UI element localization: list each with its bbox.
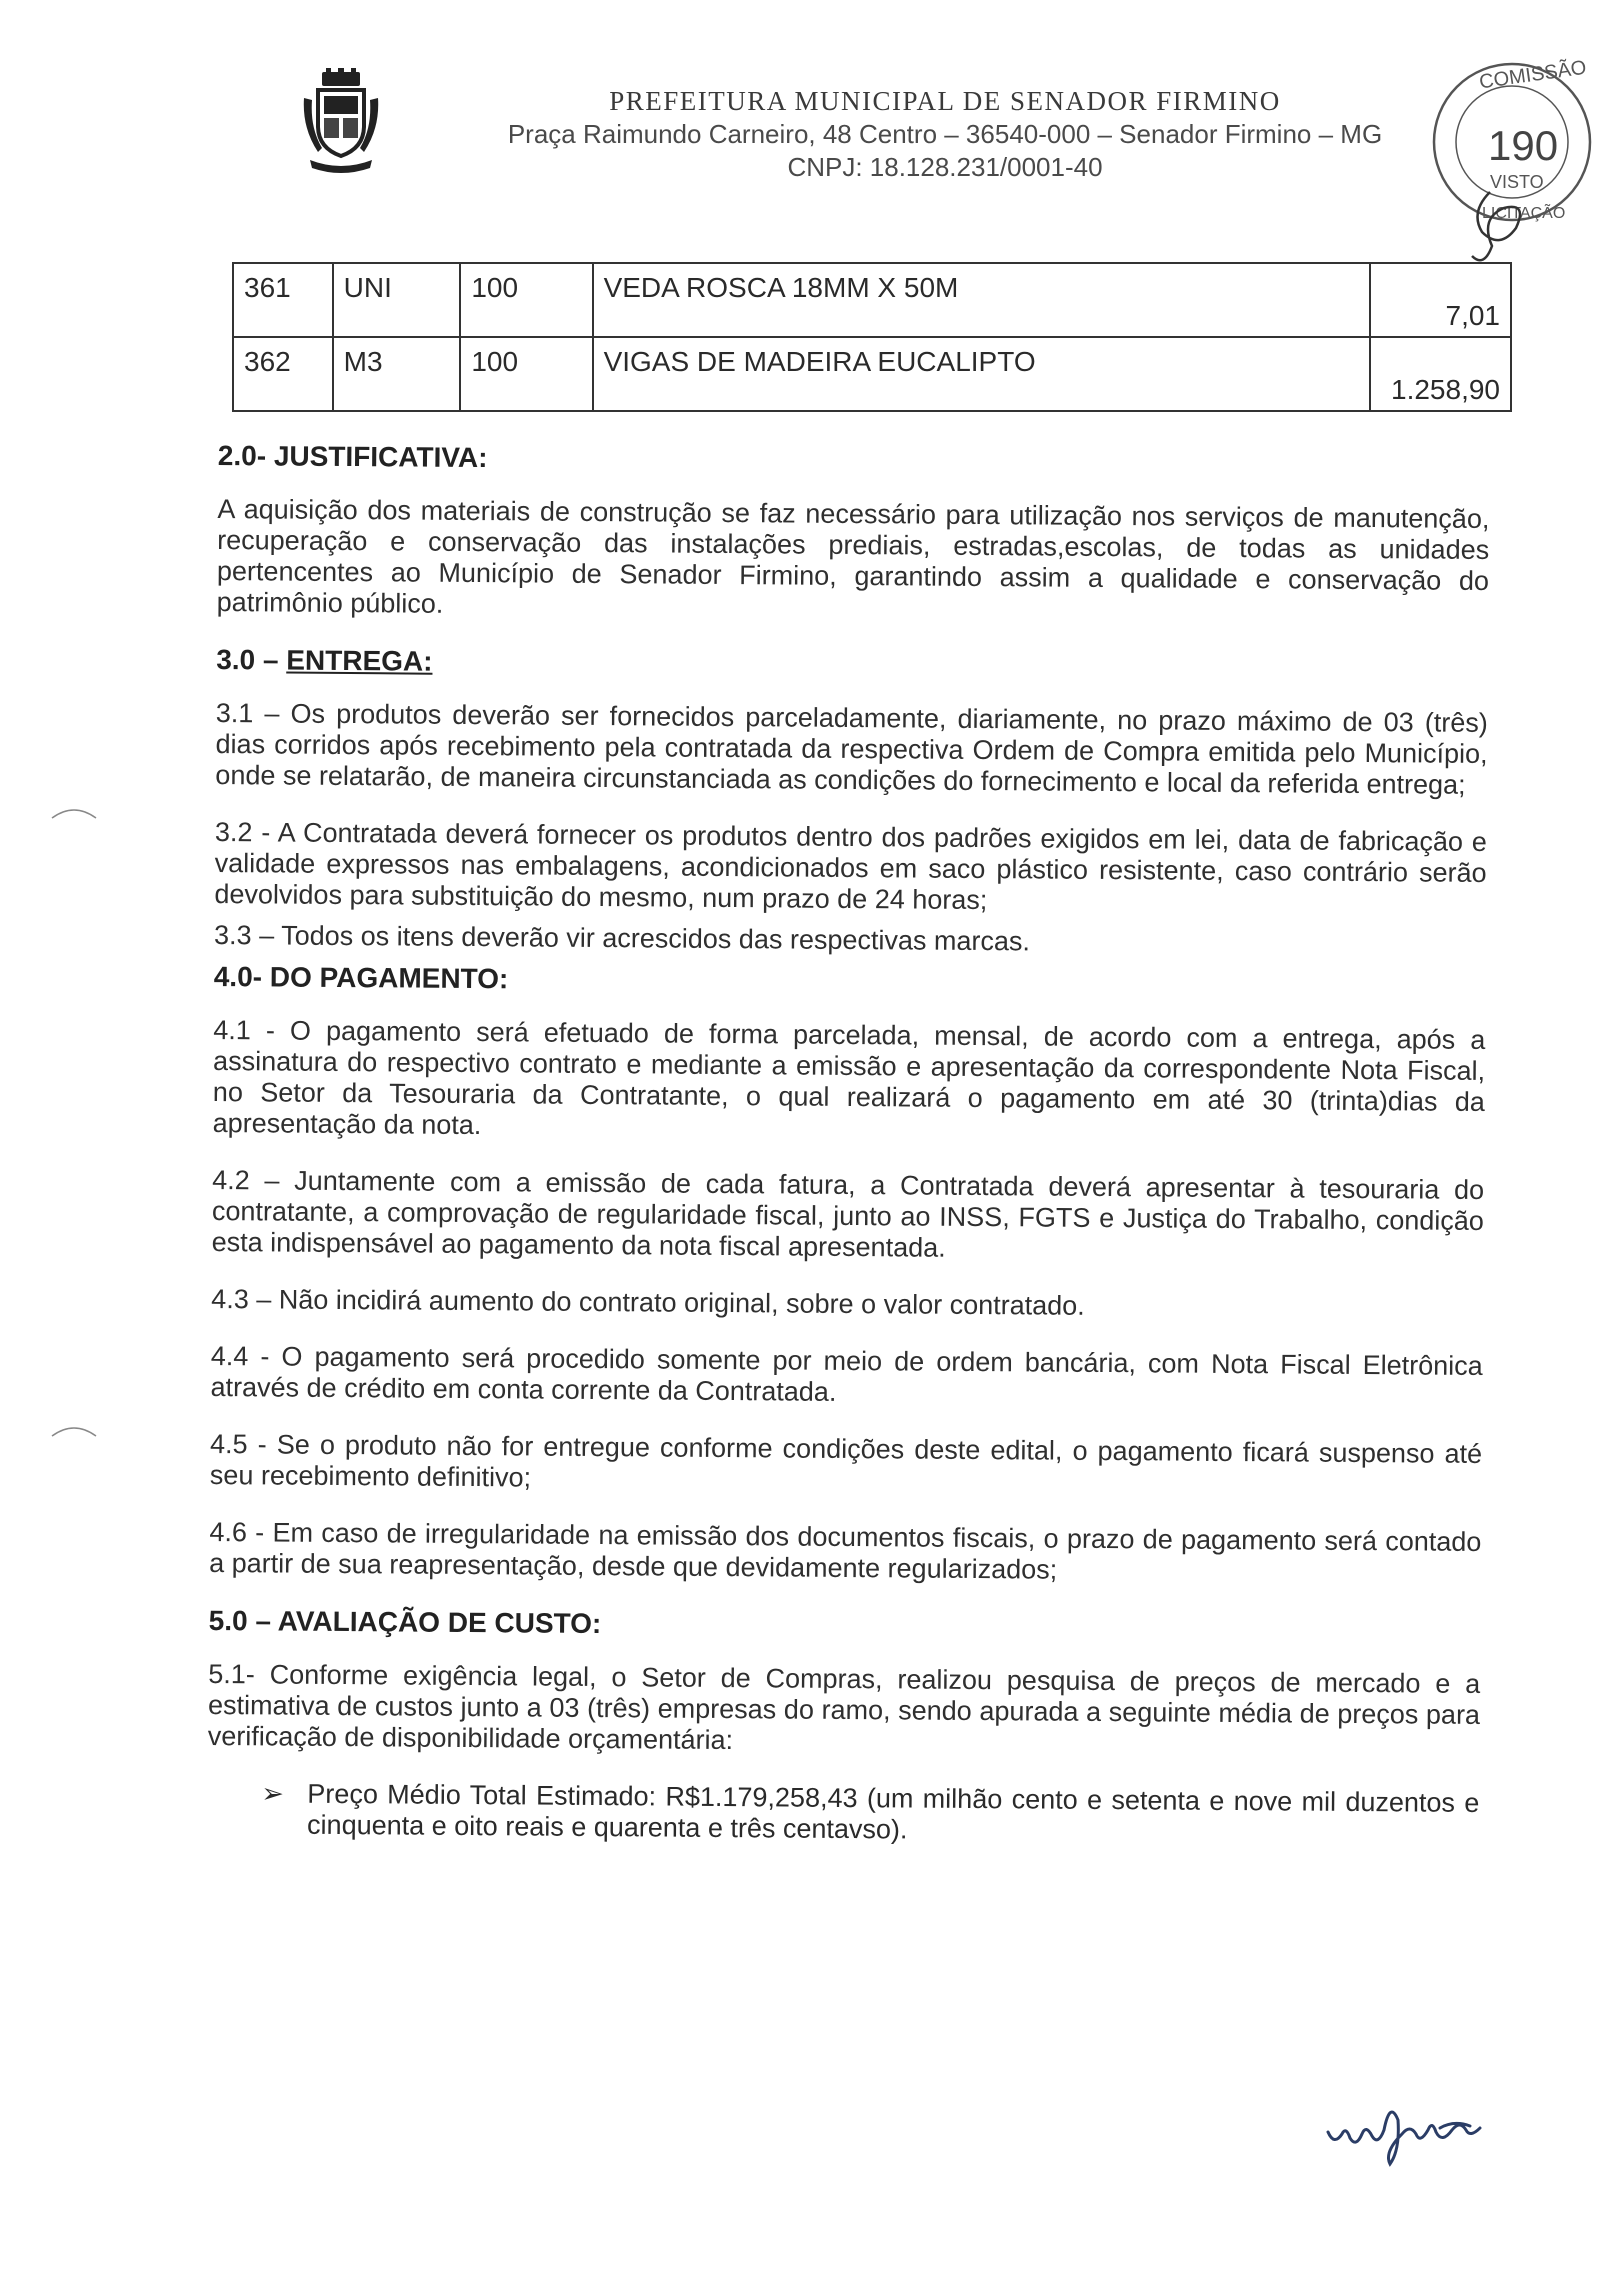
paragraph-4-1: 4.1 - O pagamento será efetuado de forma parcelada, mensal, de acordo com a entrega, após a assinatura do respectivo contrato e mediante a emissão e apresentação da correspondente Nota Fiscal, no Setor da Tesouraria da Contratante, o qual realizará o pagamento em até 30 (trinta)dias da apresentação da nota. bbox=[212, 1014, 1486, 1141]
heading-pagamento: 4.0- DO PAGAMENTO: bbox=[213, 960, 509, 995]
cell-unit: M3 bbox=[333, 337, 461, 411]
stamp-bottom-text: LICITAÇÃO bbox=[1482, 205, 1566, 222]
scan-margin-mark bbox=[50, 800, 98, 822]
cell-item: 361 bbox=[233, 263, 333, 337]
commission-stamp bbox=[1420, 42, 1600, 272]
arrow-bullet-icon: ➢ bbox=[261, 1778, 285, 1809]
heading-custo: 5.0 – AVALIAÇÃO DE CUSTO: bbox=[208, 1604, 602, 1640]
heading-entrega bbox=[216, 644, 1488, 686]
heading-justificativa: 2.0- JUSTIFICATIVA: bbox=[217, 440, 488, 474]
stamp-center-text: VISTO bbox=[1490, 172, 1544, 192]
stamp-page-number: 190 bbox=[1488, 122, 1559, 169]
municipal-crest-logo bbox=[300, 68, 382, 178]
document-body bbox=[207, 440, 1490, 1850]
stamp-top-text: COMISSÃO bbox=[1477, 56, 1588, 94]
cell-unit: UNI bbox=[333, 263, 461, 337]
cell-qty: 100 bbox=[460, 337, 592, 411]
cell-qty: 100 bbox=[460, 263, 592, 337]
cell-price: 1.258,90 bbox=[1370, 337, 1511, 411]
table-row bbox=[233, 337, 1511, 411]
paragraph-4-5: 4.5 - Se o produto não for entregue conforme condições deste edital, o pagamento ficará suspenso até seu recebimento definitivo; bbox=[209, 1428, 1483, 1493]
paragraph-3-3: 3.3 – Todos os itens deverão vir acrescidos das respectivas marcas. bbox=[213, 919, 1031, 957]
cell-description: VIGAS DE MADEIRA EUCALIPTO bbox=[593, 337, 1370, 411]
heading-entrega-label: ENTREGA: bbox=[286, 644, 433, 677]
paragraph-4-6: 4.6 - Em caso de irregularidade na emissão dos documentos fiscais, o prazo de pagamento será contado a partir de sua reapresentação, desde que devidamente regularizados; bbox=[209, 1516, 1482, 1585]
header-title: PREFEITURA MUNICIPAL DE SENADOR FIRMINO bbox=[609, 86, 1281, 116]
table-row bbox=[233, 263, 1511, 337]
paragraph-4-3: 4.3 – Não incidirá aumento do contrato original, sobre o valor contratado. bbox=[211, 1283, 1085, 1321]
paragraph-3-2: 3.2 - A Contratada deverá fornecer os produtos dentro dos padrões exigidos em lei, data de fabricação e validade expressos nas embalagens, acondicionados em saco plástico resistente, caso contrário serão devolvidos para substituição do mesmo, num prazo de 24 horas; bbox=[214, 816, 1487, 916]
heading-entrega-prefix: 3.0 – bbox=[216, 643, 287, 676]
handwritten-signature bbox=[1320, 2090, 1520, 2170]
header-cnpj: CNPJ: 18.128.231/0001-40 bbox=[787, 152, 1103, 182]
paragraph-4-2: 4.2 – Juntamente com a emissão de cada fatura, a Contratada deverá apresentar à tesouraria do contratante, a comprovação de regularidade fiscal, junto ao INSS, FGTS e Justiça do Trabalho, condição esta indispensável ao pagamento da nota fiscal apresentada. bbox=[211, 1164, 1485, 1263]
paragraph-justificativa: A aquisição dos materiais de construção se faz necessário para utilização nos serviços de manutenção, recuperação e conservação das instalações prediais, estradas,escolas, de todas as unidades pertencentes ao Município de Senador Firmino, garantindo assim a qualidade e conservação do patrimônio público. bbox=[216, 493, 1490, 619]
cell-price: 7,01 bbox=[1370, 263, 1511, 337]
cell-description: VEDA ROSCA 18MM X 50M bbox=[593, 263, 1370, 337]
items-table bbox=[232, 262, 1512, 412]
letterhead bbox=[470, 86, 1420, 183]
paragraph-3-1: 3.1 – Os produtos deverão ser fornecidos parceladamente, diariamente, no prazo máximo de 03 (três) dias corridos após recebimento pela contratada da respectiva Ordem de Compra emitida pelo Município, onde se relatarão, de maneira circunstanciada as condições do fornecimento e local da referida entrega; bbox=[215, 697, 1488, 800]
cell-item: 362 bbox=[233, 337, 333, 411]
scan-margin-mark bbox=[50, 1418, 98, 1440]
list-item bbox=[261, 1778, 1479, 1850]
paragraph-4-4: 4.4 - O pagamento será procedido somente por meio de ordem bancária, com Nota Fiscal Eletrônica através de crédito em conta corrente da Contratada. bbox=[210, 1340, 1483, 1407]
estimated-price-text: Preço Médio Total Estimado: R$1.179,258,43 (um milhão cento e setenta e nove mil duzentos e cinquenta e oito reais e quarenta e três centavso). bbox=[307, 1778, 1480, 1845]
header-address: Praça Raimundo Carneiro, 48 Centro – 36540-000 – Senador Firmino – MG bbox=[507, 119, 1383, 149]
paragraph-5-1: 5.1- Conforme exigência legal, o Setor de Compras, realizou pesquisa de preços de mercado e a estimativa de custos junto a 03 (três) empresas do ramo, sendo apurada a seguinte média de preços para verificação de disponibilidade orçamentária: bbox=[207, 1658, 1481, 1756]
